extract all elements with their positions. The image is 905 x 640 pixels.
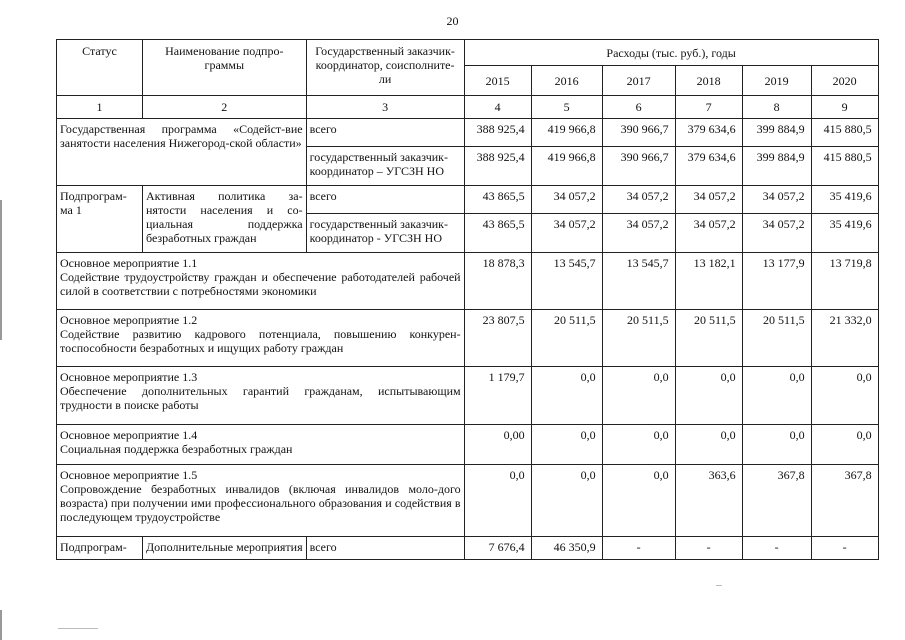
year-2015: 2015 (464, 66, 531, 96)
value-cell: 13 545,7 (531, 253, 602, 310)
value-cell: 20 511,5 (531, 310, 602, 367)
column-number: 9 (811, 96, 878, 119)
table-row (57, 537, 879, 560)
measure-1-3 (57, 367, 465, 425)
value-cell: 0,0 (531, 465, 602, 537)
value-cell: 415 880,5 (811, 147, 878, 186)
value-cell: 419 966,8 (531, 119, 602, 147)
value-cell: 18 878,3 (464, 253, 531, 310)
value-cell: 0,0 (531, 425, 602, 465)
table-row (57, 186, 879, 214)
measure-title: Основное мероприятие 1.3 (60, 370, 198, 384)
measure-title: Основное мероприятие 1.2 (60, 313, 198, 327)
measure-1-2 (57, 310, 465, 367)
measure-description: Социальная поддержка безработных граждан (60, 442, 293, 456)
value-cell: 46 350,9 (531, 537, 602, 560)
row-label: всего (306, 119, 464, 147)
measure-title: Основное мероприятие 1.4 (60, 428, 198, 442)
value-cell: 0,0 (811, 425, 878, 465)
row-label: всего (306, 537, 464, 560)
value-cell: 20 511,5 (602, 310, 675, 367)
value-cell: 13 545,7 (602, 253, 675, 310)
year-2019: 2019 (742, 66, 811, 96)
value-cell: 0,0 (811, 367, 878, 425)
column-number: 3 (306, 96, 464, 119)
value-cell: 390 966,7 (602, 119, 675, 147)
value-cell: 1 179,7 (464, 367, 531, 425)
budget-table (56, 39, 879, 560)
measure-description: Содействие трудоустройству граждан и обеспечение работодателей рабочей силой в соответствии с потребностями экономики (60, 270, 461, 298)
measure-description: Сопровождение безработных инвалидов (включая инвалидов моло-дого возраста) при получении ими профессионального образования и содействия в последующем трудоустройстве (60, 482, 461, 524)
subprogram-status: Подпрограм-ма 1 (57, 186, 143, 253)
value-cell: 0,00 (464, 425, 531, 465)
table-row (57, 310, 879, 367)
value-cell: 13 719,8 (811, 253, 878, 310)
header-expenses: Расходы (тыс. руб.), годы (464, 40, 878, 66)
year-2018: 2018 (675, 66, 742, 96)
row-label: государственный заказчик-координатор - УГСЗН НО (306, 214, 464, 253)
table-row (57, 367, 879, 425)
value-cell: 34 057,2 (602, 214, 675, 253)
value-cell: 0,0 (742, 425, 811, 465)
measure-description: Обеспечение дополнительных гарантий гражданам, испытывающим трудности в поиске работы (60, 384, 461, 412)
scan-edge-mark (0, 610, 2, 640)
value-cell: 34 057,2 (602, 186, 675, 214)
value-cell: 0,0 (531, 367, 602, 425)
scan-speck (58, 628, 98, 629)
value-cell: - (742, 537, 811, 560)
value-cell: 388 925,4 (464, 147, 531, 186)
subprogram-name: Активная политика за-нятости населения и со-циальная поддержка безработных граждан (143, 186, 307, 253)
value-cell: 34 057,2 (742, 214, 811, 253)
column-number: 4 (464, 96, 531, 119)
subprogram-name: Дополнительные мероприятия (143, 537, 307, 560)
value-cell: 415 880,5 (811, 119, 878, 147)
value-cell: 399 884,9 (742, 147, 811, 186)
table-row (57, 465, 879, 537)
row-label: государственный заказчик-координатор – УГСЗН НО (306, 147, 464, 186)
subprogram-status: Подпрограм- (57, 537, 143, 560)
value-cell: 21 332,0 (811, 310, 878, 367)
value-cell: 379 634,6 (675, 119, 742, 147)
scan-edge-mark (0, 200, 2, 340)
row-label: всего (306, 186, 464, 214)
value-cell: 43 865,5 (464, 186, 531, 214)
scan-speck (716, 585, 722, 586)
value-cell: 23 807,5 (464, 310, 531, 367)
measure-1-4 (57, 425, 465, 465)
header-row (57, 40, 879, 66)
measure-1-5 (57, 465, 465, 537)
value-cell: 367,8 (742, 465, 811, 537)
state-program-title: Государственная программа «Содейст-вие занятости населения Нижегород-ской области» (57, 119, 307, 186)
value-cell: 43 865,5 (464, 214, 531, 253)
value-cell: 13 182,1 (675, 253, 742, 310)
table-row (57, 253, 879, 310)
value-cell: 34 057,2 (742, 186, 811, 214)
value-cell: 35 419,6 (811, 186, 878, 214)
value-cell: 0,0 (675, 367, 742, 425)
value-cell: - (675, 537, 742, 560)
value-cell: 0,0 (675, 425, 742, 465)
measure-1-1 (57, 253, 465, 310)
year-2020: 2020 (811, 66, 878, 96)
year-2017: 2017 (602, 66, 675, 96)
value-cell: 0,0 (602, 465, 675, 537)
header-status: Статус (57, 40, 143, 96)
year-2016: 2016 (531, 66, 602, 96)
column-number: 1 (57, 96, 143, 119)
value-cell: 363,6 (675, 465, 742, 537)
value-cell: 399 884,9 (742, 119, 811, 147)
value-cell: 20 511,5 (742, 310, 811, 367)
column-number: 2 (143, 96, 307, 119)
header-subprogram-name: Наименование подпро-граммы (143, 40, 307, 96)
value-cell: 367,8 (811, 465, 878, 537)
value-cell: 379 634,6 (675, 147, 742, 186)
value-cell: 388 925,4 (464, 119, 531, 147)
value-cell: 0,0 (464, 465, 531, 537)
value-cell: 0,0 (602, 425, 675, 465)
value-cell: 20 511,5 (675, 310, 742, 367)
measure-title: Основное мероприятие 1.1 (60, 256, 198, 270)
value-cell: 34 057,2 (531, 214, 602, 253)
value-cell: 35 419,6 (811, 214, 878, 253)
value-cell: - (602, 537, 675, 560)
header-customer: Государственный заказчик-координатор, соисполните-ли (306, 40, 464, 96)
value-cell: 13 177,9 (742, 253, 811, 310)
value-cell: 0,0 (602, 367, 675, 425)
column-number: 5 (531, 96, 602, 119)
value-cell: 0,0 (742, 367, 811, 425)
table-row (57, 119, 879, 147)
value-cell: 390 966,7 (602, 147, 675, 186)
value-cell: 34 057,2 (675, 214, 742, 253)
value-cell: 7 676,4 (464, 537, 531, 560)
column-number: 6 (602, 96, 675, 119)
value-cell: - (811, 537, 878, 560)
value-cell: 34 057,2 (675, 186, 742, 214)
measure-title: Основное мероприятие 1.5 (60, 468, 198, 482)
value-cell: 34 057,2 (531, 186, 602, 214)
column-number: 8 (742, 96, 811, 119)
value-cell: 419 966,8 (531, 147, 602, 186)
column-number-row (57, 96, 879, 119)
page-number: 20 (446, 14, 459, 28)
table-row (57, 425, 879, 465)
measure-description: Содействие развитию кадрового потенциала, повышению конкурен-тоспособности безработных и ищущих работу граждан (60, 327, 461, 355)
column-number: 7 (675, 96, 742, 119)
